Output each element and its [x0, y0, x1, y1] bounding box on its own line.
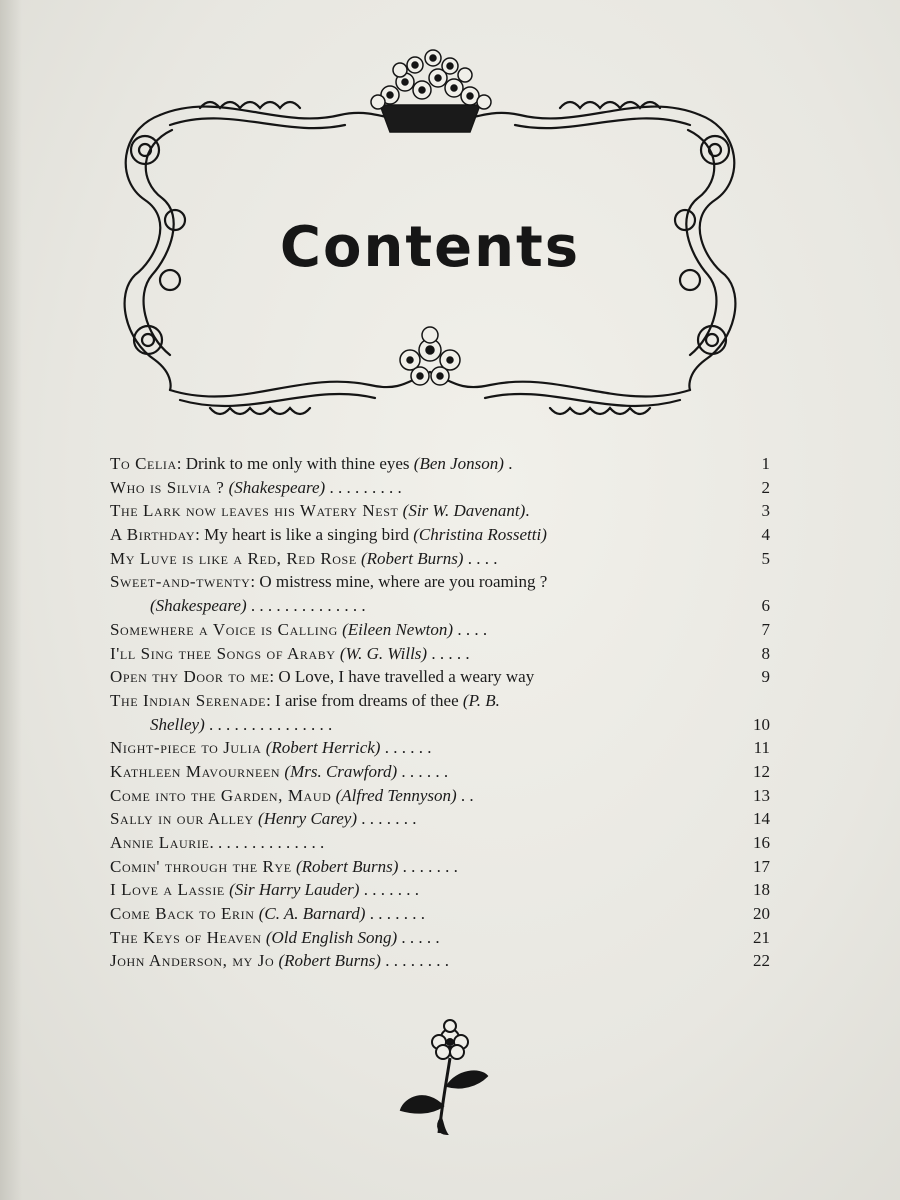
- dot-leader: . . . .: [453, 619, 488, 639]
- entry-subtitle: : I arise from dreams of thee: [266, 690, 463, 710]
- toc-entry: [110, 736, 770, 760]
- entry-title: I Love a Lassie: [110, 880, 225, 900]
- entry-author: (Sir W. Davenant): [402, 501, 526, 521]
- dot-leader: . . . . . . . .: [380, 951, 449, 971]
- entry-title: Come into the Garden, Maud: [110, 785, 332, 805]
- entry-title: My Luve is like a Red, Red Rose: [110, 548, 357, 568]
- dot-leader: . . . . . .: [380, 738, 432, 758]
- toc-entry: [110, 618, 770, 642]
- dot-leader: . . . . . . .: [365, 904, 425, 924]
- entry-author: (Eileen Newton): [342, 619, 454, 639]
- entry-title: Sally in our Alley: [110, 809, 254, 829]
- dot-leader: . . . .: [463, 548, 498, 568]
- dot-leader: . . . . . . . . .: [325, 477, 402, 497]
- dot-leader: .: [503, 454, 513, 473]
- toc-entry: [110, 570, 770, 617]
- dot-leader: . . . . . . . . . . . . . .: [246, 596, 366, 616]
- toc-entry: [110, 499, 770, 523]
- page-number: 13: [753, 785, 770, 805]
- page-number: 9: [761, 667, 770, 687]
- entry-title: Somewhere a Voice is Calling: [110, 619, 338, 639]
- page-number: 7: [761, 619, 770, 639]
- entry-author: (Mrs. Crawford): [284, 761, 398, 781]
- page-title: Contents: [279, 215, 581, 280]
- page-number: 1: [761, 454, 770, 473]
- toc-entry: [110, 949, 770, 973]
- entry-author: (Robert Burns): [295, 856, 399, 876]
- dot-leader: . .: [456, 785, 474, 805]
- entry-author: (Shakespeare): [150, 596, 247, 616]
- toc-entry: [110, 855, 770, 879]
- page-number: 2: [761, 477, 770, 497]
- toc-entry: [110, 665, 770, 689]
- toc-entry: [110, 902, 770, 926]
- page-number: 3: [761, 501, 770, 521]
- spine-shadow: [0, 0, 22, 1200]
- toc-entry: [110, 760, 770, 784]
- dot-leader: . . . . . . . . . . . . . .: [209, 833, 325, 853]
- table-of-contents: [110, 452, 770, 973]
- flower-ornament: [395, 1018, 495, 1138]
- page-number: 6: [761, 596, 770, 616]
- page-number: 22: [753, 951, 770, 971]
- page-number: 18: [753, 880, 770, 900]
- toc-entry: [110, 689, 770, 736]
- page-number: 17: [753, 856, 770, 876]
- page-number: 12: [753, 761, 770, 781]
- entry-title: Night-piece to Julia: [110, 738, 262, 758]
- entry-title: Comin' through the Rye: [110, 856, 292, 876]
- page-number: 16: [753, 833, 770, 853]
- entry-author: (Shakespeare): [228, 477, 326, 497]
- dot-leader: . . . . . . .: [398, 856, 458, 876]
- entry-subtitle: : My heart is like a singing bird: [195, 525, 414, 545]
- entry-author: (Robert Burns): [278, 951, 381, 971]
- page-number: 10: [753, 714, 770, 734]
- toc-entry: [110, 784, 770, 808]
- toc-entry: [110, 878, 770, 902]
- entry-title: To Celia: [110, 454, 177, 473]
- toc-entry: [110, 452, 770, 476]
- entry-title: Kathleen Mavourneen: [110, 761, 281, 781]
- toc-entry: [110, 476, 770, 500]
- entry-subtitle: : O Love, I have travelled a weary way: [269, 667, 535, 687]
- entry-subtitle: : Drink to me only with thine eyes: [176, 454, 414, 473]
- entry-title: Come Back to Erin: [110, 904, 255, 924]
- dot-leader: . . . . . .: [397, 761, 449, 781]
- dot-leader: .: [525, 501, 530, 521]
- entry-subtitle: : O mistress mine, where are you roaming ?: [250, 572, 548, 592]
- toc-entry: [110, 807, 770, 831]
- dot-leader: . . . . . . . . . . . . . . .: [204, 714, 333, 734]
- entry-author: (Robert Burns): [361, 548, 464, 568]
- dot-leader: . . . . .: [427, 643, 470, 663]
- entry-author: (Old English Song): [265, 927, 398, 947]
- entry-title: I'll Sing thee Songs of Araby: [110, 643, 336, 663]
- entry-title: A Birthday: [110, 525, 196, 545]
- page-number: 5: [761, 548, 770, 568]
- entry-title: The Keys of Heaven: [110, 927, 262, 947]
- entry-author: (Robert Herrick): [265, 738, 381, 758]
- dot-leader: . . . . . . .: [359, 880, 419, 900]
- page-number: 8: [761, 643, 770, 663]
- toc-entry: [110, 523, 770, 547]
- entry-author: (Sir Harry Lauder): [229, 880, 360, 900]
- entry-title: The Lark now leaves his Watery Nest: [110, 501, 399, 521]
- entry-title: John Anderson, my Jo: [110, 951, 275, 971]
- entry-author: (Henry Carey): [258, 809, 358, 829]
- entry-author: (Alfred Tennyson): [335, 785, 457, 805]
- entry-author: Shelley): [150, 714, 205, 734]
- page-number: 4: [761, 525, 770, 545]
- entry-title: Sweet-and-twenty: [110, 572, 251, 592]
- dot-leader: . . . . . . .: [357, 809, 417, 829]
- page-number: 21: [753, 927, 770, 947]
- entry-title: Annie Laurie: [110, 833, 210, 853]
- page-number: 14: [753, 809, 770, 829]
- entry-title: Open thy Door to me: [110, 667, 270, 687]
- entry-author: (W. G. Wills): [339, 643, 428, 663]
- entry-author: (Ben Jonson): [413, 454, 504, 473]
- dot-leader: . . . . .: [397, 927, 440, 947]
- entry-title: Who is Silvia ?: [110, 477, 225, 497]
- entry-author: (Christina Rossetti): [413, 525, 547, 545]
- entry-title: The Indian Serenade: [110, 690, 267, 710]
- entry-author: (C. A. Barnard): [258, 904, 366, 924]
- page-number: 20: [753, 904, 770, 924]
- toc-entry: [110, 642, 770, 666]
- toc-entry: [110, 831, 770, 855]
- toc-entry: [110, 547, 770, 571]
- page-number: 11: [753, 738, 770, 758]
- toc-entry: [110, 926, 770, 950]
- entry-author: (P. B.: [462, 690, 500, 710]
